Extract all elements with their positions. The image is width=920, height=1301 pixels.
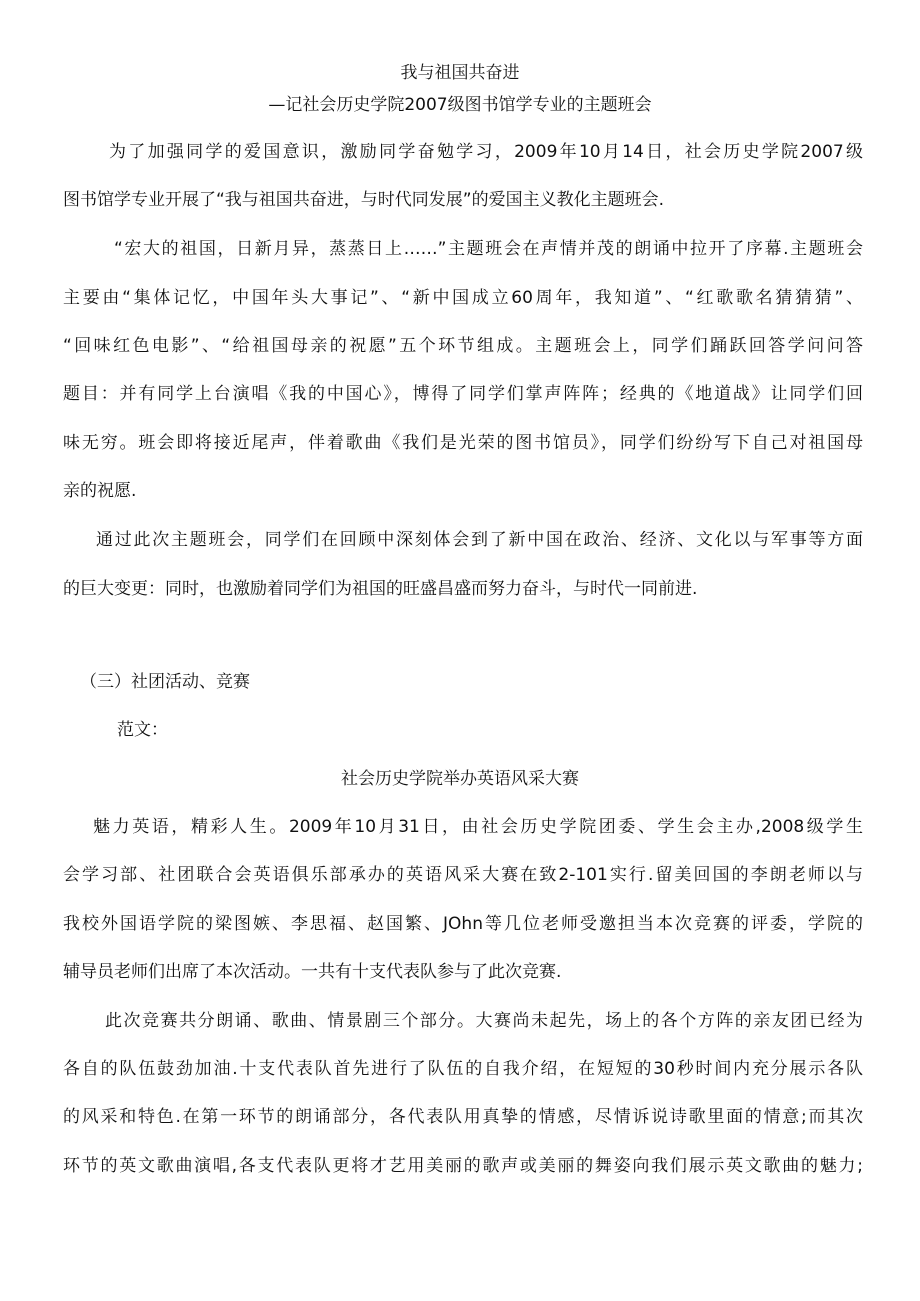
- paragraph-line: 为了加强同学的爱国意识，激励同学奋勉学习，2009年10月14日，社会历史学院2007级: [109, 142, 863, 162]
- paragraph-line: 味无穷。班会即将接近尾声，伴着歌曲《我们是光荣的图书馆员》，同学们纷纷写下自己对祖国母: [63, 433, 863, 453]
- paragraph-line: 图书馆学专业开展了“我与祖国共奋进，与时代同发展”的爱国主义教化主题班会.: [63, 190, 665, 210]
- section-heading: （三）社团活动、竞赛: [80, 672, 250, 692]
- paragraph-line: 通过此次主题班会，同学们在回顾中深刻体会到了新中国在政治、经济、文化以与军事等方面: [96, 530, 863, 550]
- paragraph-line: 此次竞赛共分朗诵、歌曲、情景剧三个部分。大赛尚未起先，场上的各个方阵的亲友团已经为: [105, 1011, 863, 1031]
- paragraph-line: “回味红色电影”、“给祖国母亲的祝愿”五个环节组成。主题班会上，同学们踊跃回答学问问答: [63, 336, 863, 356]
- paragraph-line: 亲的祝愿.: [63, 481, 137, 501]
- paragraph-line: 题目：并有同学上台演唱《我的中国心》，博得了同学们掌声阵阵；经典的《地道战》让同学们回: [63, 384, 863, 404]
- paragraph-line: 会学习部、社团联合会英语俱乐部承办的英语风采大赛在致2-101实行.留美回国的李朗老师以与: [63, 865, 863, 885]
- paragraph-line: 的巨大变更：同时，也激励着同学们为祖国的旺盛昌盛而努力奋斗，与时代一同前进.: [63, 579, 698, 599]
- paragraph-line: 辅导员老师们出席了本次活动。一共有十支代表队参与了此次竞赛.: [63, 962, 562, 982]
- paragraph-line: 魅力英语，精彩人生。2009年10月31日，由社会历史学院团委、学生会主办,2008级学生: [93, 817, 863, 837]
- paragraph-line: 主要由“集体记忆，中国年头大事记”、“新中国成立60周年，我知道”、“红歌歌名猜猜猜”、: [63, 288, 863, 308]
- paragraph-line: 环节的英文歌曲演唱,各支代表队更将才艺用美丽的歌声或美丽的舞姿向我们展示英文歌曲的魅力;: [63, 1156, 863, 1176]
- sample-label: 范文：: [117, 720, 168, 740]
- paragraph-line: 我校外国语学院的梁图嫉、李思福、赵国繁、JOhn等几位老师受邀担当本次竞赛的评委，学院的: [63, 914, 863, 934]
- article-title: 社会历史学院举办英语风采大赛: [341, 769, 579, 789]
- paragraph-line: 各自的队伍鼓劲加油.十支代表队首先进行了队伍的自我介绍，在短短的30秒时间内充分展示各队: [63, 1059, 863, 1079]
- document-subtitle: —记社会历史学院2007级图书馆学专业的主题班会: [268, 95, 652, 115]
- document-title: 我与祖国共奋进: [400, 63, 520, 83]
- paragraph-line: 的风采和特色.在第一环节的朗诵部分，各代表队用真挚的情感，尽情诉说诗歌里面的情意;而其次: [63, 1107, 863, 1127]
- paragraph-line: “宏大的祖国，日新月异，蒸蒸日上……”主题班会在声情并茂的朗诵中拉开了序幕.主题班会: [114, 239, 863, 259]
